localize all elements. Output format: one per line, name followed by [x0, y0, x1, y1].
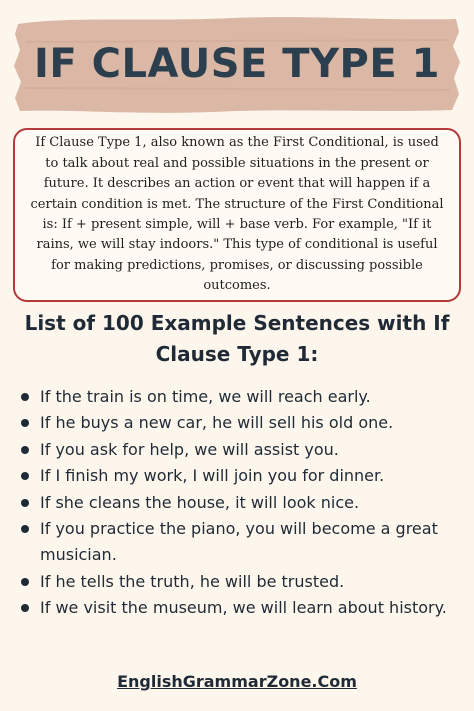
page-title: IF CLAUSE TYPE 1 [34, 41, 440, 87]
title-banner [12, 12, 462, 116]
list-item: If we visit the museum, we will learn about history. [20, 595, 460, 621]
list-item: If she cleans the house, it will look nice. [20, 490, 460, 516]
list-heading: List of 100 Example Sentences with If Clause Type 1: [24, 311, 450, 366]
list-item: If the train is on time, we will reach early. [20, 384, 460, 410]
example-list [20, 384, 460, 622]
list-item: If he tells the truth, he will be trusted. [20, 569, 460, 595]
list-item: If you ask for help, we will assist you. [20, 437, 460, 463]
intro-box [13, 128, 461, 302]
list-item: If I finish my work, I will join you for dinner. [20, 463, 460, 489]
list-item: If he buys a new car, he will sell his old one. [20, 410, 460, 436]
intro-paragraph: If Clause Type 1, also known as the First Conditional, is used to talk about real and possible situations in the present or future. It describes an action or event that will happen if a certain condition is met. The structure of the First Conditional is: If + present simple, will + base verb. For example, "If it rains, we will stay indoors." This type of conditional is useful for making predictions, promises, or discussing possible outcomes. [30, 135, 444, 294]
website-link[interactable]: EnglishGrammarZone.Com [117, 672, 357, 691]
list-item: If you practice the piano, you will become a great musician. [20, 516, 460, 569]
